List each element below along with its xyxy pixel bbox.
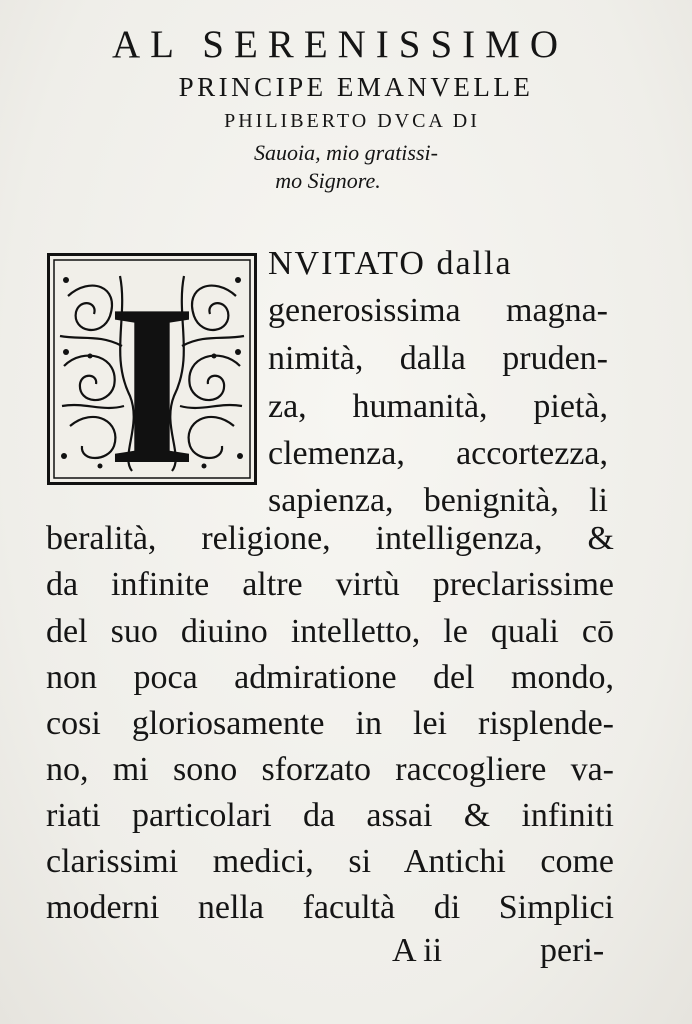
body-line-3: za, humanità, pietà, [268, 388, 608, 425]
body-line-2: nimità, dalla pruden- [268, 340, 608, 377]
svg-text:I: I [107, 257, 197, 482]
body-line-13: clarissimi medici, si Antichi come [46, 843, 614, 880]
dedication-line-2: PRINCIPE EMANVELLE [178, 72, 534, 102]
body-line-12: riati particolari da assai & infiniti [46, 797, 614, 834]
catchword: peri- [540, 932, 605, 969]
dedication-line-3: PHILIBERTO DVCA DI [224, 110, 480, 132]
body-line-0: NVITATO dalla [268, 245, 513, 282]
body-line-10: cosi gloriosamente in lei risplende- [46, 705, 614, 742]
dedication-line-4: Sauoia, mio gratissi- [254, 140, 438, 165]
body-line-14: moderni nella facultà di Simplici [46, 889, 614, 926]
ornament-icon [50, 256, 254, 482]
body-line-5: sapienza, benignità, li [268, 482, 608, 519]
body-line-6: beralità, religione, intelligenza, & [46, 520, 614, 557]
body-line-11: no, mi sono sforzato raccogliere va- [46, 751, 614, 788]
body-line-9: non poca admiratione del mondo, [46, 659, 614, 696]
decorated-initial-letter [47, 253, 257, 485]
dedication-line-1: AL SERENISSIMO [112, 23, 568, 66]
body-line-4: clemenza, accortezza, [268, 435, 608, 472]
body-line-8: del suo diuino intelletto, le quali cō [46, 613, 614, 650]
body-line-1: generosissima magna- [268, 292, 608, 329]
dedication-line-5: mo Signore. [275, 168, 381, 193]
body-line-7: da infinite altre virtù preclarissime [46, 566, 614, 603]
signature-mark: A ii [392, 932, 443, 969]
